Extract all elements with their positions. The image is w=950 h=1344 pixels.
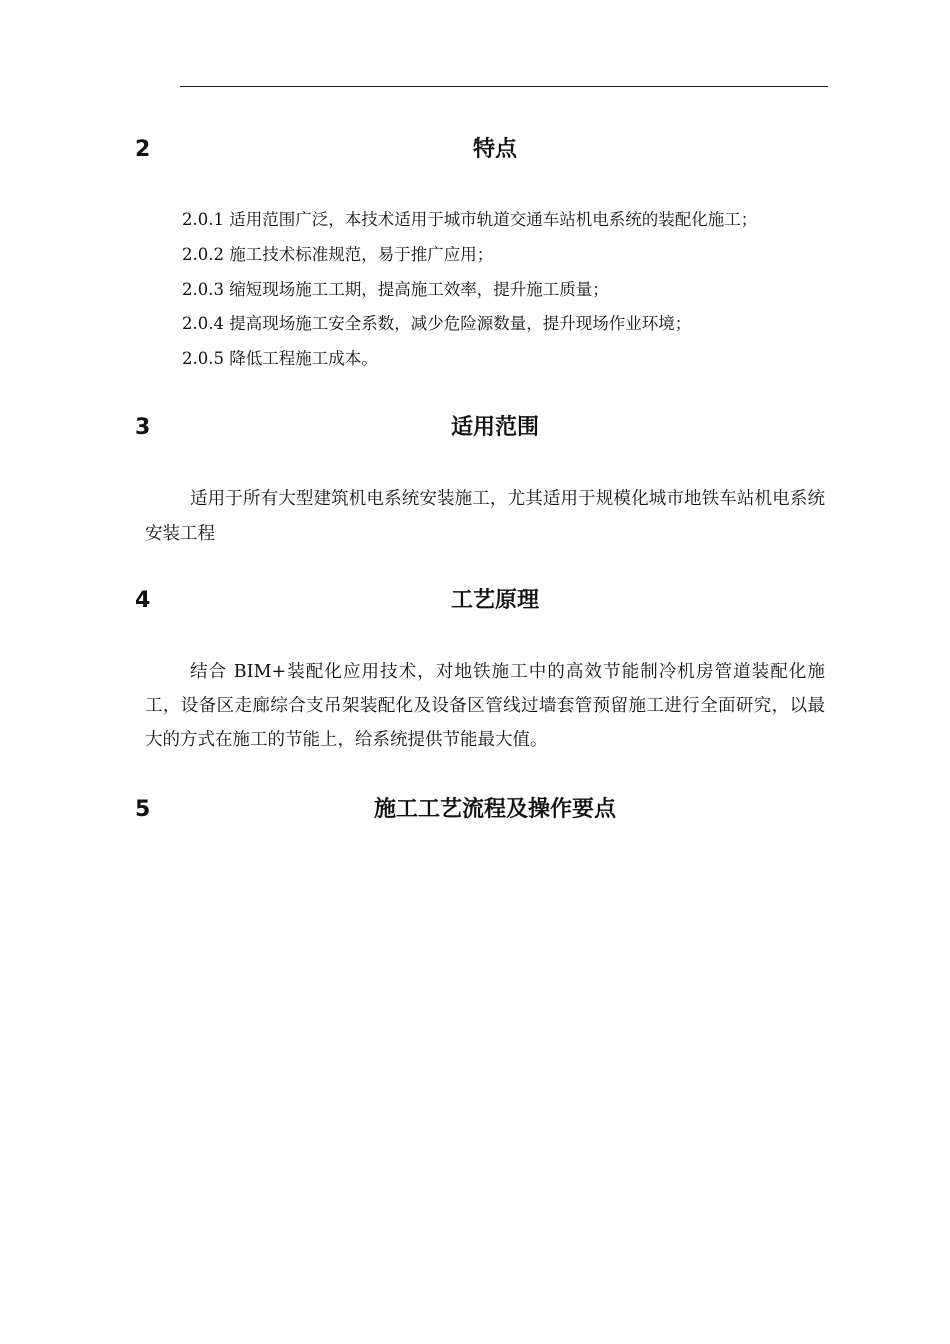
principle-paragraph: 结合 BIM+装配化应用技术，对地铁施工中的高效节能制冷机房管道装配化施工，设备区走廊综合支吊架装配化及设备区管线过墙套管预留施工进行全面研究，以最大的方式在施工的节能上，给系统提供节能最大值。	[145, 662, 825, 750]
header-rule	[180, 86, 828, 87]
section-2-number: 2	[135, 137, 151, 162]
section-4-number: 4	[135, 588, 151, 613]
feature-item-4: 2.0.4 提高现场施工安全系数，减少危险源数量，提升现场作业环境；	[182, 314, 692, 333]
feature-item-1: 2.0.1 适用范围广泛，本技术适用于城市轨道交通车站机电系统的装配化施工；	[182, 210, 758, 229]
section-5-number: 5	[135, 797, 151, 822]
section-5-title: 施工工艺流程及操作要点	[373, 797, 616, 822]
feature-item-5: 2.0.5 降低工程施工成本。	[182, 349, 378, 368]
section-3-number: 3	[135, 415, 151, 440]
scope-paragraph: 适用于所有大型建筑机电系统安装施工，尤其适用于规模化城市地铁车站机电系统安装工程	[145, 489, 825, 544]
feature-item-3: 2.0.3 缩短现场施工工期，提高施工效率，提升施工质量；	[182, 280, 609, 299]
section-4-title: 工艺原理	[450, 588, 539, 613]
section-2-title: 特点	[472, 137, 517, 162]
section-3-title: 适用范围	[450, 415, 539, 440]
feature-item-2: 2.0.2 施工技术标准规范，易于推广应用；	[182, 245, 494, 264]
